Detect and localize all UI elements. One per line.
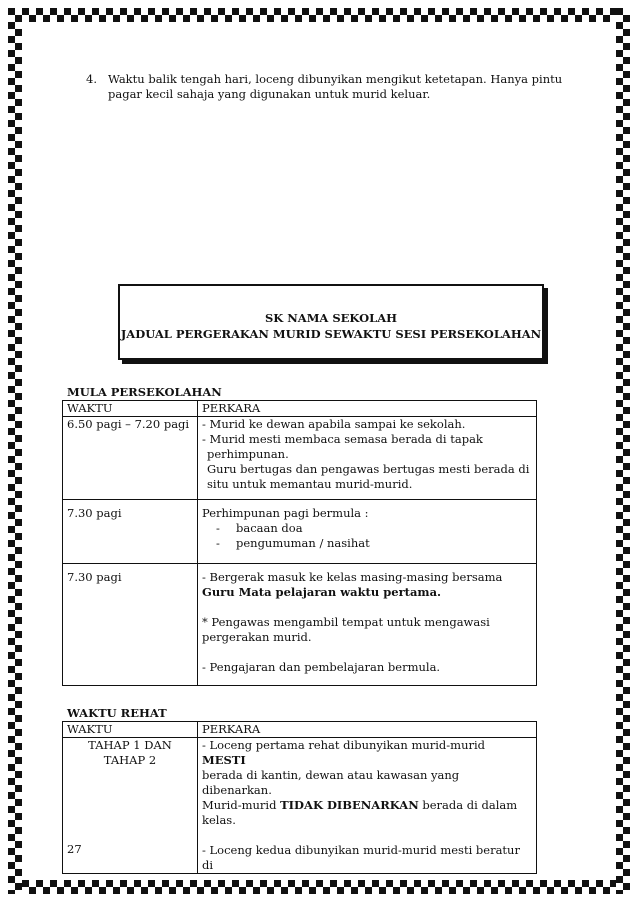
table-header-row xyxy=(63,401,537,417)
text-line: perhimpunan. xyxy=(207,447,289,461)
cell-waktu: 7.30 pagi xyxy=(63,564,198,686)
cell-waktu: 6.50 pagi – 7.20 pagi xyxy=(63,417,198,500)
text-line: - Pengajaran dan pembelajaran bermula. xyxy=(202,660,441,674)
checkered-border-top xyxy=(8,8,630,22)
text-line: * Pengawas mengambil tempat untuk mengawasi xyxy=(202,615,490,629)
col-header-waktu: WAKTU xyxy=(63,401,198,417)
section-heading-rehat: WAKTU REHAT xyxy=(67,706,167,720)
text-line: pergerakan murid. xyxy=(202,630,312,644)
list-item-4 xyxy=(86,72,576,102)
bullet-item xyxy=(202,521,532,536)
bullet-text: pengumuman / nasihat xyxy=(236,536,370,550)
list-number: 4. xyxy=(86,72,97,86)
dash-bullet-icon: - xyxy=(216,521,220,535)
table-row xyxy=(63,564,537,686)
cell-perkara xyxy=(198,500,537,564)
text-line: berada di kantin, dewan atau kawasan yang dibenarkan. xyxy=(202,768,460,797)
title-box xyxy=(118,284,544,360)
table-row xyxy=(63,417,537,500)
text-line: - Bergerak masuk ke kelas masing-masing bersama xyxy=(202,570,503,584)
page-number: 27 xyxy=(67,842,82,856)
list-text: Waktu balik tengah hari, loceng dibunyikan mengikut ketetapan. Hanya pintu pagar kecil sahaja yang digunakan untuk murid keluar. xyxy=(108,72,563,101)
cell-waktu: 7.30 pagi xyxy=(63,500,198,564)
school-name: SK NAMA SEKOLAH xyxy=(264,311,398,325)
col-header-perkara: PERKARA xyxy=(198,722,537,738)
dash-bullet-icon: - xyxy=(216,536,220,550)
table-mula-persekolahan xyxy=(62,400,537,686)
text-line: TAHAP 2 xyxy=(103,753,157,767)
table-row xyxy=(63,738,537,874)
text-line: Guru bertugas dan pengawas bertugas mesti berada di xyxy=(207,462,530,476)
cell-perkara xyxy=(198,564,537,686)
table-header-row xyxy=(63,722,537,738)
checkered-border-bottom xyxy=(8,880,630,894)
text-line: - Loceng pertama rehat dibunyikan murid-murid MESTI xyxy=(202,738,486,767)
checkered-border-left xyxy=(8,8,22,894)
cell-perkara xyxy=(198,738,537,874)
table-row xyxy=(63,500,537,564)
text-line: situ untuk memantau murid-murid. xyxy=(207,477,413,491)
text-line-bold: Guru Mata pelajaran waktu pertama. xyxy=(202,585,442,599)
table-waktu-rehat xyxy=(62,721,537,874)
text-line: TAHAP 1 DAN xyxy=(88,738,172,752)
cell-perkara xyxy=(198,417,537,500)
section-heading-mula: MULA PERSEKOLAHAN xyxy=(67,385,222,399)
checkered-border-right xyxy=(616,8,630,894)
bullet-item xyxy=(202,536,532,551)
bullet-text: bacaan doa xyxy=(236,521,303,535)
text-line: Murid-murid TIDAK DIBENARKAN berada di dalam kelas. xyxy=(202,798,518,827)
text-line: Perhimpunan pagi bermula : xyxy=(202,506,369,520)
text-line: - Murid ke dewan apabila sampai ke sekolah. xyxy=(202,417,466,431)
col-header-perkara: PERKARA xyxy=(198,401,537,417)
cell-waktu xyxy=(63,738,198,874)
schedule-title: JADUAL PERGERAKAN MURID SEWAKTU SESI PERSEKOLAHAN xyxy=(120,327,542,341)
text-line: - Murid mesti membaca semasa berada di tapak xyxy=(202,432,483,446)
col-header-waktu: WAKTU xyxy=(63,722,198,738)
text-line: - Loceng kedua dibunyikan murid-murid mesti beratur di xyxy=(202,843,520,872)
